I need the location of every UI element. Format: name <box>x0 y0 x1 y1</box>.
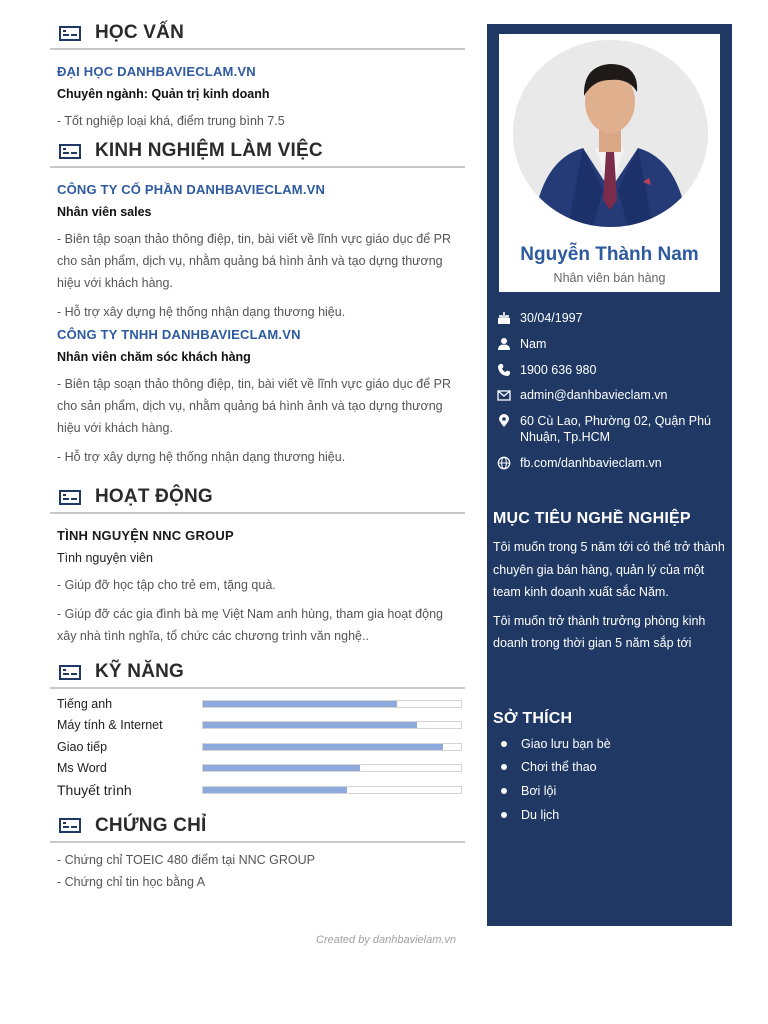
hobby-item <box>493 732 729 756</box>
cake-icon <box>497 311 511 325</box>
education-detail: - Tốt nghiệp loại khá, điểm trung bình 7.5 <box>57 114 285 128</box>
contact-phone <box>495 362 727 378</box>
activities-title: HOẠT ĐỘNG <box>95 486 213 507</box>
contact-list <box>495 310 727 481</box>
contact-gender <box>495 336 727 352</box>
phone-value: 1900 636 980 <box>520 362 597 377</box>
skill-name: Máy tính & Internet <box>57 718 163 733</box>
skill-bar-fill <box>203 722 417 728</box>
hobby-label: Du lịch <box>521 807 560 822</box>
experience-header <box>50 136 465 168</box>
skill-bar <box>202 743 462 751</box>
bullet-icon <box>501 812 507 818</box>
user-icon <box>497 337 511 351</box>
email-value: admin@danhbavieclam.vn <box>520 388 668 403</box>
job-entry <box>50 327 465 468</box>
skill-name: Ms Word <box>57 761 107 776</box>
skill-row <box>50 693 465 715</box>
skill-name: Thuyết trình <box>57 781 132 798</box>
experience-title: KINH NGHIỆM LÀM VIỆC <box>95 140 323 161</box>
skills-section <box>50 657 465 801</box>
objective-title: MỤC TIÊU NGHỀ NGHIỆP <box>493 510 691 527</box>
contact-facebook[interactable] <box>495 455 727 471</box>
id-card-icon <box>59 665 81 680</box>
hobbies-title: SỞ THÍCH <box>493 710 573 727</box>
sidebar <box>487 24 732 926</box>
hobby-item <box>493 756 729 780</box>
birthday-value: 30/04/1997 <box>520 311 583 325</box>
skill-bar <box>202 700 462 708</box>
address-value: 60 Cù Lao, Phường 02, Quận Phú Nhuận, Tp.HCM <box>520 414 712 445</box>
activities-section <box>50 482 465 647</box>
globe-icon <box>497 456 511 470</box>
hobbies-section <box>493 710 729 826</box>
education-section <box>50 18 465 132</box>
hobby-label: Chơi thể thao <box>521 760 597 775</box>
activity-role: Tình nguyện viên <box>57 551 153 565</box>
skill-bar <box>202 764 462 772</box>
activity-org: TÌNH NGUYỆN NNC GROUP <box>57 528 234 543</box>
profile-card <box>499 34 720 292</box>
objective-text: Tôi muốn trở thành trưởng phòng kinh doanh trong thời gian 5 năm sắp tới <box>493 613 706 650</box>
id-card-icon <box>59 26 81 41</box>
education-header <box>50 18 465 50</box>
hobby-label: Bơi lội <box>521 783 557 798</box>
facebook-value: fb.com/danhbavieclam.vn <box>520 455 662 470</box>
skill-name: Giao tiếp <box>57 739 108 754</box>
education-title: HỌC VẤN <box>95 22 185 43</box>
school-name: ĐẠI HỌC DANHBAVIECLAM.VN <box>57 64 256 79</box>
certificates-section <box>50 811 465 893</box>
activity-description: - Giúp đỡ các gia đình bà mẹ Việt Nam anh hùng, tham gia hoạt động xây nhà tình nghĩa, tổ chức các chương trình văn nghệ.. <box>57 607 443 643</box>
job-position: Nhân viên sales <box>57 205 152 219</box>
footer-credit: Created by danhbavielam.vn <box>316 934 457 946</box>
skills-title: KỸ NĂNG <box>95 661 185 682</box>
avatar-photo <box>513 40 708 227</box>
skill-row <box>50 715 465 737</box>
skill-bar <box>202 786 462 794</box>
job-description: - Biên tập soạn thảo thông điệp, tin, bài viết về lĩnh vực giáo dục để PR cho sản phẩm, dịch vụ, nhằm quảng bá hình ảnh và tạo dựng thương hiệu với khách hàng. <box>57 377 452 435</box>
bullet-icon <box>501 741 507 747</box>
company-name: CÔNG TY TNHH DANHBAVIECLAM.VN <box>57 327 301 342</box>
contact-email[interactable] <box>495 387 727 403</box>
skill-name: Tiếng anh <box>57 696 113 711</box>
job-entry <box>50 180 465 323</box>
activity-description: - Giúp đỡ học tập cho trẻ em, tặng quà. <box>57 578 276 592</box>
id-card-icon <box>59 144 81 159</box>
contact-address <box>495 413 727 445</box>
phone-icon <box>497 363 511 377</box>
id-card-icon <box>59 490 81 505</box>
contact-birthday <box>495 310 727 326</box>
envelope-icon <box>497 388 511 402</box>
activities-header <box>50 482 465 514</box>
certificate-item: - Chứng chỉ tin học bằng A <box>57 874 206 889</box>
skill-row <box>50 779 465 801</box>
hobby-label: Giao lưu bạn bè <box>521 736 611 751</box>
company-name: CÔNG TY CỔ PHẦN DANHBAVIECLAM.VN <box>57 182 326 197</box>
certificate-item: - Chứng chỉ TOEIC 480 điểm tại NNC GROUP <box>57 852 315 867</box>
main-column <box>50 18 465 893</box>
certificates-title: CHỨNG CHỈ <box>95 814 207 836</box>
experience-section <box>50 136 465 468</box>
certificates-header <box>50 811 465 843</box>
hobby-item <box>493 779 729 803</box>
hobby-item <box>493 803 729 827</box>
skill-bar-fill <box>203 787 347 793</box>
id-card-icon <box>59 818 81 833</box>
job-description: - Hỗ trợ xây dựng hệ thống nhận dạng thương hiệu. <box>57 305 346 319</box>
skill-bar-fill <box>203 765 360 771</box>
objective-section <box>493 510 729 661</box>
major: Chuyên ngành: Quản trị kinh doanh <box>57 87 270 101</box>
job-description: - Biên tập soạn thảo thông điệp, tin, bài viết về lĩnh vực giáo dục để PR cho sản phẩm, dịch vụ, nhằm quảng bá hình ảnh và tạo dựng thương hiệu với khách hàng. <box>57 232 452 290</box>
profile-name: Nguyễn Thành Nam <box>520 244 699 265</box>
job-description: - Hỗ trợ xây dựng hệ thống nhận dạng thương hiệu. <box>57 450 346 464</box>
skill-row <box>50 736 465 758</box>
job-position: Nhân viên chăm sóc khách hàng <box>57 350 251 364</box>
objective-text: Tôi muốn trong 5 năm tới có thể trở thành chuyên gia bán hàng, quản lý của một team kinh doanh xuất sắc Năm. <box>493 540 725 599</box>
bullet-icon <box>501 788 507 794</box>
skills-header <box>50 657 465 689</box>
skill-bar <box>202 721 462 729</box>
map-pin-icon <box>497 414 511 428</box>
gender-value: Nam <box>520 336 547 351</box>
avatar <box>513 40 708 227</box>
skill-bar-fill <box>203 701 397 707</box>
skill-bar-fill <box>203 744 443 750</box>
bullet-icon <box>501 764 507 770</box>
skill-row <box>50 758 465 780</box>
profile-title: Nhân viên bán hàng <box>553 271 666 285</box>
